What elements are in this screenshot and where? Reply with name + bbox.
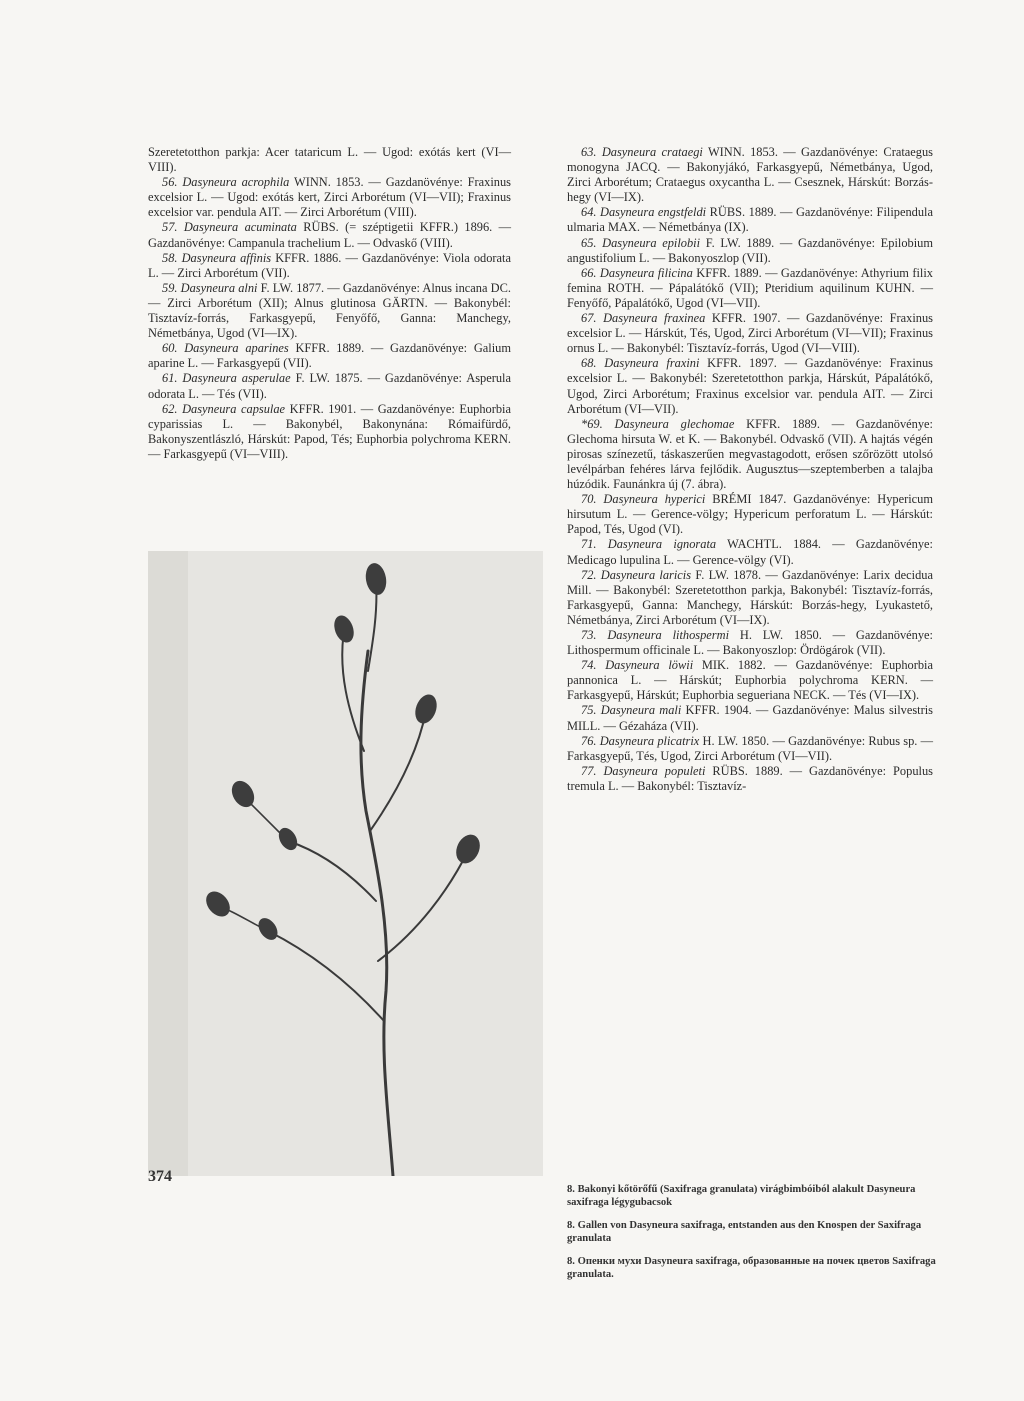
entry-text: RÜBS. 1889. — Gazdanövénye: Filipendula ulmaria MAX. — Németbánya (IX).: [567, 205, 933, 235]
entry-text: KFFR. 1889. — Gazdanövénye: Galium aparine L. — Farkasgyepű (VII).: [148, 341, 511, 371]
text-entry: [567, 145, 933, 205]
text-entry: [148, 341, 511, 371]
species-name: 70. Dasyneura hyperici: [581, 492, 706, 507]
plant-photograph: [148, 551, 543, 1176]
figure-captions: [567, 1183, 947, 1291]
text-entry: [567, 205, 933, 235]
entry-text: RÜBS. (= széptigetii KFFR.) 1896. — Gazdanövénye: Campanula trachelium L. — Odvaskő (VIII).: [148, 220, 512, 250]
text-entry: [567, 417, 933, 492]
caption-hungarian: 8. Bakonyi kőtörőfű (Saxifraga granulata) virágbimbóiból alakult Dasyneura saxifraga légygubacsok: [567, 1184, 916, 1208]
species-name: 72. Dasyneura laricis: [581, 567, 692, 582]
species-name: 56. Dasyneura acrophila: [162, 175, 290, 190]
entry-text: KFFR. 1907. — Gazdanövénye: Fraxinus excelsior L. — Hárskút, Tés, Ugod, Zirci Arborétum (VI—VII); Fraxinus ornus L. — Bakonybél: Tisztavíz-forrás, Ugod (VI—VIII).: [567, 311, 933, 356]
species-name: 63. Dasyneura crataegi: [581, 145, 703, 159]
text-entry: [567, 356, 933, 416]
species-name: 75. Dasyneura mali: [581, 703, 682, 718]
species-name: 65. Dasyneura epilobii: [581, 235, 701, 250]
text-entry: [567, 628, 933, 658]
species-name: 60. Dasyneura aparines: [162, 341, 289, 356]
text-entry: [148, 281, 511, 341]
text-entry: [567, 703, 933, 733]
species-name: 64. Dasyneura engstfeldi: [581, 205, 707, 220]
species-name: 67. Dasyneura fraxinea: [581, 311, 706, 326]
species-name: 59. Dasyneura alni: [162, 280, 258, 295]
caption-german: 8. Gallen von Dasyneura saxifraga, entstanden aus den Knospen der Saxifraga granulata: [567, 1220, 922, 1244]
text-entry: [567, 492, 933, 537]
entry-text: RÜBS. 1889. — Gazdanövénye: Populus tremula L. — Bakonybél: Tisztavíz-: [567, 763, 933, 793]
entry-text: KFFR. 1886. — Gazdanövénye: Viola odorata L. — Zirci Arborétum (VII).: [148, 250, 511, 280]
text-entry: [567, 734, 933, 764]
text-entry: [567, 311, 933, 356]
entry-text: H. LW. 1850. — Gazdanövénye: Lithospermum officinale L. — Bakonyoszlop: Ördögárok (VII).: [567, 628, 933, 658]
text-entry: [148, 220, 511, 250]
species-name: 73. Dasyneura lithospermi: [581, 628, 730, 642]
entry-text: KFFR. 1889. — Gazdanövénye: Athyrium filix femina ROTH. — Pápalátókő (VII); Pteridium aquilinum KUHN. — Fenyőfő, Pápalátókő, Ugod (VI—VII).: [567, 265, 933, 310]
entry-text: KFFR. 1904. — Gazdanövénye: Malus silvestris MILL. — Gézaháza (VII).: [567, 703, 933, 733]
species-name: 57. Dasyneura acuminata: [162, 220, 297, 235]
text-entry: [567, 658, 933, 703]
entry-text: F. LW. 1878. — Gazdanövénye: Larix decidua Mill. — Bakonybél: Szeretetotthon parkja, Bakonybél: Tisztavíz-forrás, Farkasgyepű, Ganna: Manchegy, Hárskút: Borzás-hegy, Lyukastető, Németbánya, Zirci Arborétum (VI—IX).: [567, 567, 933, 627]
entry-text: H. LW. 1850. — Gazdanövénye: Rubus sp. — Farkasgyepű, Tés, Ugod, Zirci Arborétum (VI—VII).: [567, 733, 933, 763]
text-entry: [148, 402, 511, 462]
species-name: 61. Dasyneura asperulae: [162, 371, 291, 386]
entry-text: KFFR. 1897. — Gazdanövénye: Fraxinus excelsior L. — Bakonybél: Szeretetotthon parkja, Hárskút, Pápalátókő, Ugod, Zirci Arborétum; Fraxinus excelsior var. pendula AIT. — Zirci Arborétum (VI—VII).: [567, 356, 933, 416]
entry-text: WINN. 1853. — Gazdanövénye: Crataegus monogyna JACQ. — Bakonyjákó, Farkasgyepű, Németbánya, Ugod, Zirci Arborétum; Crataegus oxycantha L. — Csesznek, Hárskút: Borzás-hegy (VI—IX).: [567, 145, 933, 205]
species-name: 62. Dasyneura capsulae: [162, 401, 286, 416]
entry-text: WINN. 1853. — Gazdanövénye: Fraxinus excelsior L. — Ugod: exótás kert, Zirci Arborétum (VI—VII); Fraxinus excelsior var. pendula AIT. — Zirci Arborétum (VIII).: [148, 175, 512, 220]
entry-text: KFFR. 1901. — Gazdanövénye: Euphorbia cyparissias L. — Bakonybél, Bakonynána: Rómaifürdő, Bakonyszentlászló, Hárskút: Papod, Tés; Euphorbia polychroma KERN. — Farkasgyepű (VI—VIII).: [148, 401, 511, 461]
species-name: 76. Dasyneura plicatrix: [581, 733, 700, 748]
entry-text: WACHTL. 1884. — Gazdanövénye: Medicago lupulina L. — Gerence-völgy (VI).: [567, 537, 933, 567]
entry-text: F. LW. 1877. — Gazdanövénye: Alnus incana DC. — Zirci Arborétum (XII); Alnus glutinosa GÄRTN. — Bakonybél: Tisztavíz-forrás, Farkasgyepű, Fenyőfő, Ganna: Manchegy, Németbánya, Ugod (VI—IX).: [148, 280, 511, 341]
text-entry: [148, 251, 511, 281]
text-entry: [567, 266, 933, 311]
entry-text: MIK. 1882. — Gazdanövénye: Euphorbia pannonica L. — Hárskút; Euphorbia polychroma KERN. — Farkasgyepű, Hárskút; Euphorbia segueriana NECK. — Tés (VI—IX).: [567, 658, 933, 703]
species-name: 58. Dasyneura affinis: [162, 250, 272, 265]
species-name: *69. Dasyneura glechomae: [581, 416, 735, 431]
text-entry: [567, 236, 933, 266]
text-entry: [148, 371, 511, 401]
caption-russian: 8. Опенки мухи Dasyneura saxifraga, образованные на почек цветов Saxifraga granulata.: [567, 1256, 936, 1280]
left-text-column: [148, 145, 511, 462]
entry-text: Szeretetotthon parkja: Acer tataricum L. — Ugod: exótás kert (VI—VIII).: [148, 145, 511, 175]
entry-text: F. LW. 1875. — Gazdanövénye: Asperula odorata L. — Tés (VII).: [148, 371, 511, 401]
right-text-column: [567, 145, 933, 794]
entry-text: F. LW. 1889. — Gazdanövénye: Epilobium angustifolium L. — Bakonyoszlop (VII).: [567, 235, 934, 265]
text-entry: [567, 537, 933, 567]
species-name: 68. Dasyneura fraxini: [581, 356, 700, 371]
entry-text: BRÉMI 1847. Gazdanövénye: Hypericum hirsutum L. — Gerence-völgy; Hypericum perforatum L. — Hárskút: Papod, Tés, Ugod (VI).: [567, 492, 934, 537]
species-name: 71. Dasyneura ignorata: [581, 537, 717, 552]
text-entry: [148, 145, 511, 175]
saxifraga-plant-image: [148, 551, 543, 1176]
text-entry: [567, 764, 933, 794]
text-entry: [567, 568, 933, 628]
page-number: 374: [148, 1168, 172, 1185]
entry-text: KFFR. 1889. — Gazdanövénye: Glechoma hirsuta W. et K. — Bakonybél. Odvaskő (VII). A hajtás végén pirosas színezetű, táskaszerűen megvastagodott, erősen szőrözött utolsó levélpárban fehéres lárva fejlődik. Augusztus—szeptemberben a talajba húzódik. Faunánkra új (7. ábra).: [567, 416, 933, 492]
species-name: 77. Dasyneura populeti: [581, 763, 706, 778]
species-name: 74. Dasyneura löwii: [581, 658, 694, 673]
species-name: 66. Dasyneura filicina: [581, 265, 693, 280]
text-entry: [148, 175, 511, 220]
